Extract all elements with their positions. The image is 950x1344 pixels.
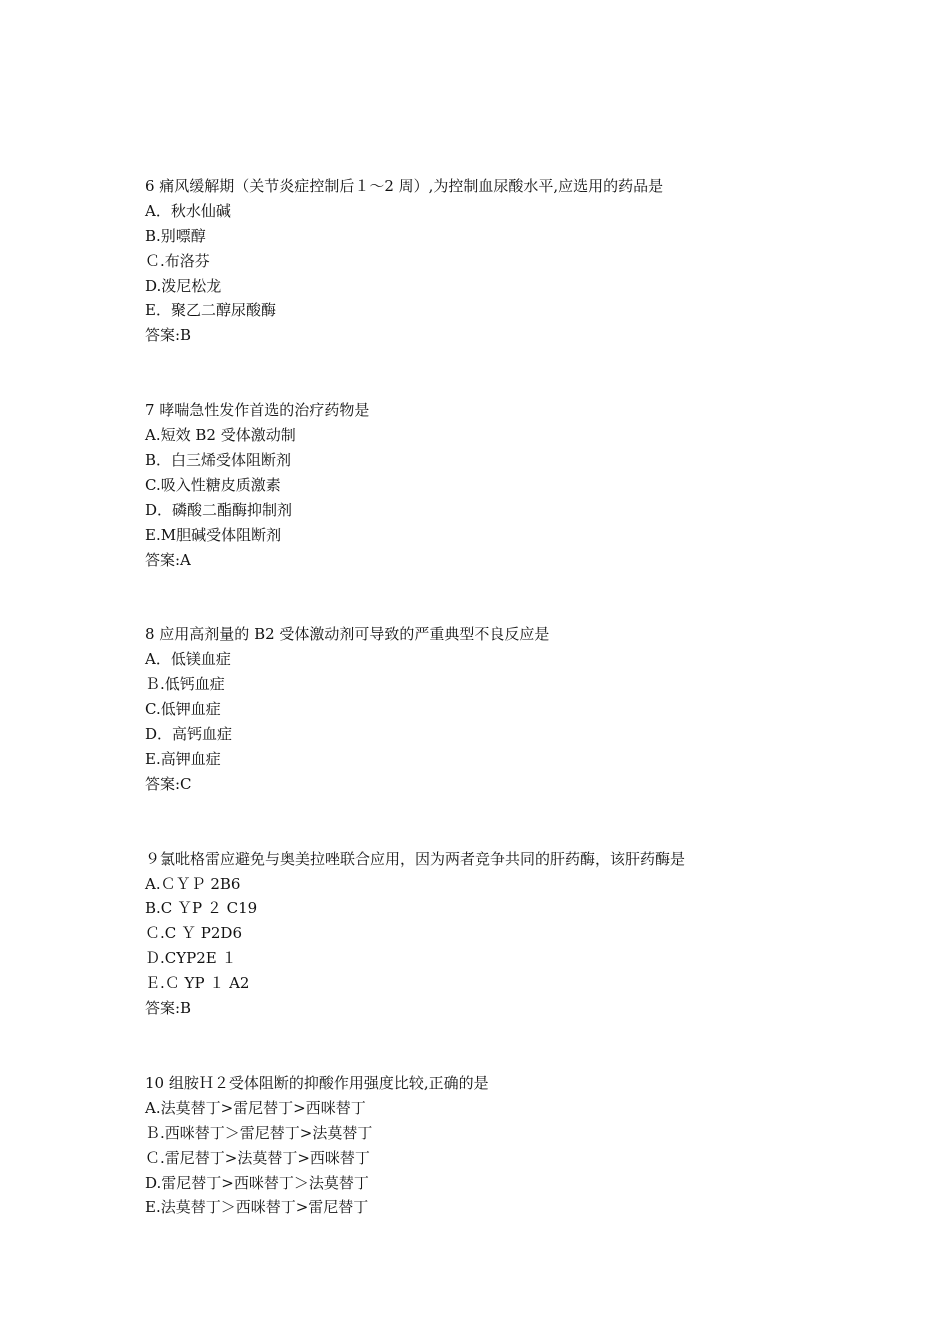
option-e: E.法莫替丁＞西咪替丁>雷尼替丁 — [145, 1198, 369, 1217]
option-d: Ｄ.CYP2E １ — [145, 949, 237, 968]
answer: 答案:B — [145, 326, 192, 345]
question-stem: 8 应用高剂量的 B2 受体激动剂可导致的严重典型不良反应是 — [145, 625, 550, 644]
option-a: A.ＣＹＰ 2B6 — [145, 874, 241, 893]
option-b: B.C ＹP ２ C19 — [145, 899, 258, 918]
option-c: Ｃ.雷尼替丁>法莫替丁>西咪替丁 — [145, 1148, 370, 1167]
option-e: Ｅ.Ｃ YP １ A2 — [145, 974, 250, 993]
option-a: A.法莫替丁>雷尼替丁>西咪替丁 — [145, 1098, 366, 1117]
option-e: E．聚乙二醇尿酸酶 — [145, 301, 276, 320]
option-b: Ｂ.西咪替丁＞雷尼替丁>法莫替丁 — [145, 1123, 373, 1142]
question-9 — [145, 847, 905, 1021]
option-a: A.短效 B2 受体激动制 — [145, 426, 296, 445]
option-b: B．白三烯受体阻断剂 — [145, 451, 292, 470]
answer: 答案:A — [145, 550, 191, 569]
option-d: D．磷酸二酯酶抑制剂 — [145, 500, 293, 519]
question-8 — [145, 622, 905, 796]
option-c: C.吸入性糖皮质激素 — [145, 475, 281, 494]
option-a: A．秋水仙碱 — [145, 201, 231, 220]
answer: 答案:C — [145, 774, 192, 793]
question-6 — [145, 174, 905, 348]
question-10 — [145, 1071, 905, 1220]
option-d: D.泼尼松龙 — [145, 276, 222, 295]
option-d: D.雷尼替丁>西咪替丁＞法莫替丁 — [145, 1173, 369, 1192]
question-7 — [145, 398, 905, 572]
option-b: B.别嘌醇 — [145, 226, 206, 245]
question-stem: 6 痛风缓解期（关节炎症控制后１～2 周）,为控制血尿酸水平,应选用的药品是 — [145, 177, 664, 195]
option-c: C.低钾血症 — [145, 700, 221, 719]
question-stem: 7 哮喘急性发作首选的治疗药物是 — [145, 401, 370, 420]
option-c: Ｃ.C Ｙ P2D6 — [145, 924, 242, 943]
question-stem: 10 组胺Ｈ２受体阻断的抑酸作用强度比较,正确的是 — [145, 1073, 489, 1092]
option-a: A．低镁血症 — [145, 650, 231, 669]
option-b: Ｂ.低钙血症 — [145, 675, 225, 694]
option-c: Ｃ.布洛芬 — [145, 251, 210, 270]
option-e: E.M胆碱受体阻断剂 — [145, 525, 282, 544]
option-d: D．高钙血症 — [145, 725, 233, 744]
question-stem: ９氯吡格雷应避免与奥美拉唑联合应用，因为两者竞争共同的肝药酶，该肝药酶是 — [145, 849, 686, 868]
option-e: E.高钾血症 — [145, 749, 221, 768]
document-page — [145, 174, 905, 1270]
answer: 答案:B — [145, 999, 192, 1018]
